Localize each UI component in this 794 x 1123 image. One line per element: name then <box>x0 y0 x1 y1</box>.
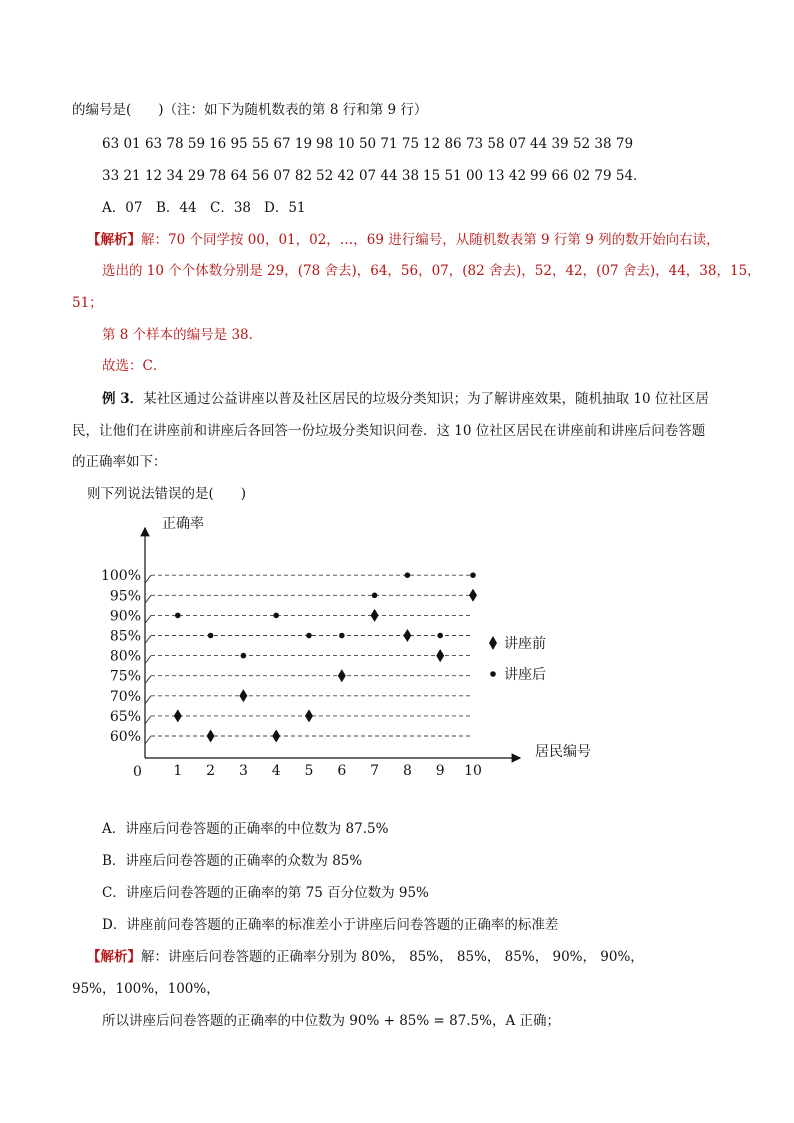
after-point <box>273 613 279 619</box>
x-tick-label: 8 <box>402 763 412 779</box>
after-point <box>175 613 181 619</box>
after-point <box>437 633 443 639</box>
grid-connector <box>145 676 151 684</box>
y-tick-label: 75% <box>109 668 141 685</box>
after-point <box>372 593 378 599</box>
before-point <box>305 709 313 722</box>
random-table-row-9 <box>102 167 647 185</box>
rn-cell: 98 10 50 71 75 <box>316 136 420 152</box>
after-point <box>241 653 247 659</box>
x-tick-label: 6 <box>337 763 347 779</box>
solution-line-1 <box>87 231 720 249</box>
after-point <box>306 633 312 639</box>
solution-text: 解：讲座后问卷答题的正确率分别为 80%， 85%， 85%， 85%， 90%， 90%， <box>141 949 644 965</box>
x-tick-label: 2 <box>206 763 216 779</box>
y-tick-label: 95% <box>109 588 141 605</box>
solution-2-line-3: 所以讲座后问卷答题的正确率的中位数为 90% + 85% = 87.5%，A 正确； <box>102 1013 561 1029</box>
before-point <box>371 609 379 622</box>
before-point <box>239 689 247 702</box>
rn-cell: 63 01 63 78 59 <box>102 136 206 152</box>
y-tick-label: 80% <box>109 648 141 665</box>
rn-cell: 16 95 55 67 19 <box>209 136 313 152</box>
example-label: 例 3． <box>102 391 144 407</box>
before-point <box>272 730 280 743</box>
after-point <box>405 572 411 578</box>
grid-connector <box>145 575 151 583</box>
legend-dot-marker <box>490 671 496 677</box>
solution-line-4: 第 8 个样本的编号是 38． <box>102 327 263 343</box>
solution-line-2: 选出的 10 个个体数分别是 29，(78 舍去)，64，56，07，(82 舍去)，52，42，(07 舍去)，44，38，15， <box>102 263 761 279</box>
rn-cell: 52 42 07 44 38 <box>316 168 420 184</box>
x-tick-label: 9 <box>435 763 445 779</box>
x-tick-label: 7 <box>370 763 380 779</box>
choice-c: C．讲座后问卷答题的正确率的第 75 百分位数为 95% <box>102 885 429 901</box>
rn-cell: 12 86 73 58 07 <box>423 136 527 152</box>
legend-diamond-marker <box>489 636 497 650</box>
grid-connector <box>145 636 151 644</box>
solution-line-3: 51； <box>72 295 103 311</box>
example-3-line-2: 民，让他们在讲座前和讲座后各回答一份垃圾分类知识问卷．这 10 位社区居民在讲座前和讲座后问卷答题 <box>72 423 706 439</box>
example-text: 某社区通过公益讲座以普及社区居民的垃圾分类知识；为了解讲座效果，随机抽取 10 位社区居 <box>143 391 709 407</box>
x-tick-label: 5 <box>304 763 314 779</box>
before-point <box>403 629 411 642</box>
solution-2-line-1 <box>87 948 644 966</box>
legend <box>489 636 546 683</box>
solution-line-5: 故选：C． <box>102 358 167 374</box>
y-tick-label: 70% <box>109 688 141 705</box>
before-point <box>174 709 182 722</box>
random-table-row-8 <box>102 135 637 153</box>
solution-tag: 【解析】 <box>87 232 141 248</box>
grid-connector <box>145 716 151 724</box>
y-tick-label: 100% <box>100 568 141 585</box>
choice-b: B．讲座后问卷答题的正确率的众数为 85% <box>102 853 363 869</box>
y-axis-label: 正确率 <box>162 516 204 532</box>
choice-a: A．讲座后问卷答题的正确率的中位数为 87.5% <box>102 821 389 837</box>
solution-2-line-2: 95%，100%，100%， <box>72 981 220 997</box>
grid-connector <box>145 736 151 744</box>
answer-options <box>102 199 306 217</box>
y-tick-label: 90% <box>109 608 141 625</box>
x-tick-label: 4 <box>271 763 281 779</box>
x-tick-label: 3 <box>238 763 248 779</box>
legend-label-after: 讲座后 <box>504 667 546 683</box>
rn-cell: 33 21 12 34 29 <box>102 168 206 184</box>
solution-text: 解：70 个同学按 00，01，02，…，69 进行编号，从随机数表第 9 行第 9 列的数开始向右读， <box>141 232 720 248</box>
question-intro: 的编号是( )（注：如下为随机数表的第 8 行和第 9 行） <box>72 102 428 118</box>
y-tick-label: 60% <box>109 729 141 745</box>
rn-cell: 78 64 56 07 82 <box>209 168 313 184</box>
example-3-line-1 <box>102 390 709 408</box>
grid-connector <box>145 696 151 704</box>
accuracy-scatter-chart <box>90 508 610 788</box>
x-tick-label: 10 <box>464 763 482 779</box>
y-tick-label: 65% <box>109 708 141 725</box>
grid-connector <box>145 595 151 603</box>
example-3-line-3: 的正确率如下： <box>72 454 167 470</box>
before-point <box>436 649 444 662</box>
before-point <box>207 730 215 743</box>
x-axis-label: 居民编号 <box>535 744 591 760</box>
legend-label-before: 讲座前 <box>504 636 546 652</box>
x-tick-label: 1 <box>173 763 183 779</box>
before-point <box>338 669 346 682</box>
option-d: D．51 <box>264 200 306 216</box>
rn-cell: 44 39 52 38 79 <box>530 136 634 152</box>
question-prompt: 则下列说法错误的是( ) <box>87 486 247 502</box>
option-c: C．38 <box>210 200 252 216</box>
grid-connector <box>145 656 151 664</box>
after-point <box>339 633 345 639</box>
rn-cell: 15 51 00 13 42 <box>423 168 527 184</box>
option-a: A．07 <box>102 200 143 216</box>
after-point <box>470 572 476 578</box>
y-tick-label: 85% <box>109 628 141 645</box>
rn-cell: 99 66 02 79 54． <box>530 168 647 184</box>
choice-d: D．讲座前问卷答题的正确率的标准差小于讲座后问卷答题的正确率的标准差 <box>102 917 559 933</box>
grid-connector <box>145 615 151 623</box>
solution-tag: 【解析】 <box>87 949 141 965</box>
option-b: B．44 <box>156 200 197 216</box>
origin-label: 0 <box>133 764 142 780</box>
before-point <box>469 589 477 602</box>
after-point <box>208 633 214 639</box>
